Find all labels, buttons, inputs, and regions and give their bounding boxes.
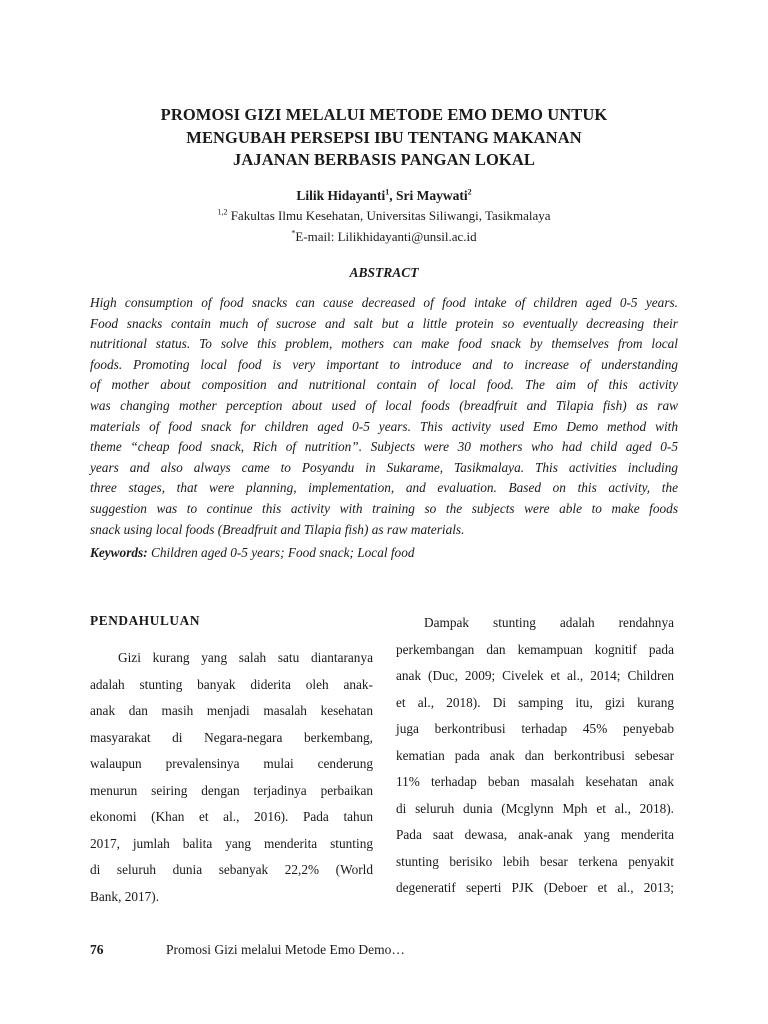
keywords (90, 543, 678, 563)
author-list (90, 187, 678, 205)
left-column (90, 613, 373, 910)
right-column-text (396, 610, 674, 902)
body-line: Pada saat dewasa, anak-anak yang menderita (396, 827, 674, 842)
body-line: 11% terhadap beban masalah kesehatan anak (396, 774, 674, 789)
abstract-heading: ABSTRACT (349, 265, 419, 280)
abstract-line: Food snacks contain much of sucrose and salt but a little protein so eventually decreasing their (90, 315, 678, 331)
email-line (90, 228, 678, 246)
abstract-line: foods. Promoting local food is very important to introduce and to increase of understanding (90, 356, 678, 372)
running-title: Promosi Gizi melalui Metode Emo Demo… (166, 942, 405, 957)
body-line: stunting berisiko lebih besar terkena penyakit (396, 853, 674, 869)
abstract-line: High consumption of food snacks can cause decreased of food intake of children aged 0-5 years. (90, 295, 678, 310)
body-line: Gizi kurang yang salah satu diantaranya (118, 650, 373, 665)
paper-title (90, 104, 678, 172)
body-line: 2017, jumlah balita yang menderita stunting (90, 835, 373, 851)
abstract-line: nutritional status. To solve this problem, mothers can make food snack by themselves from local (90, 336, 678, 352)
body-line: masyarakat di Negara-negara berkembang, (90, 729, 373, 745)
body-line: walaupun prevalensinya mulai cenderung (90, 756, 373, 771)
author-name: Lilik Hidayanti (296, 188, 386, 203)
body-line: adalah stunting banyak diderita oleh anak- (90, 676, 373, 692)
body-line: ekonomi (Khan et al., 2016). Pada tahun (90, 809, 373, 824)
abstract-line: theme “cheap food snack, Rich of nutrition”. Subjects were 30 mothers who had child aged 0-5 (90, 439, 678, 455)
body-line: anak dan masih menjadi masalah kesehatan (90, 703, 373, 718)
body-line: kematian pada anak dan berkontribusi sebesar (396, 747, 674, 763)
email-superscript: * (291, 228, 296, 238)
title-line: JAJANAN BERBASIS PANGAN LOKAL (233, 150, 535, 169)
affiliation-text: Fakultas Ilmu Kesehatan, Universitas Siliwangi, Tasikmalaya (227, 208, 551, 223)
title-line: MENGUBAH PERSEPSI IBU TENTANG MAKANAN (186, 127, 582, 147)
body-line: juga berkontribusi terhadap 45% penyebab (396, 721, 674, 736)
abstract-line: materials of food snack for children aged 0-5 years. This activity used Emo Demo method with (90, 418, 678, 434)
abstract-line: of mother about composition and nutritional contain of local food. The aim of this activity (90, 377, 678, 393)
body-line: di seluruh dunia sebanyak 22,2% (World (90, 862, 373, 877)
body-line: menurun seiring dengan terjadinya perbaikan (90, 782, 373, 798)
abstract-line: years and also always came to Posyandu in Sukarame, Tasikmalaya. This activities including (90, 459, 678, 475)
body-line: perkembangan dan kemampuan kognitif pada (396, 641, 674, 657)
abstract-line: snack using local foods (Breadfruit and Tilapia fish) as raw materials. (90, 521, 465, 537)
body-line: et al., 2018). Di samping itu, gizi kurang (396, 694, 674, 710)
author-superscript: 1 (385, 187, 390, 197)
page-number: 76 (90, 942, 104, 957)
affiliation-superscript: 1,2 (217, 207, 228, 217)
body-line: degeneratif seperti PJK (Deboer et al., 2013; (396, 880, 674, 895)
body-line: di seluruh dunia (Mcglynn Mph et al., 2018). (396, 800, 674, 816)
abstract-body (90, 293, 678, 540)
body-line: Bank, 2017). (90, 888, 160, 904)
abstract-line: was changing mother perception about used of local foods (breadfruit and Tilapia fish) as raw (90, 397, 678, 413)
abstract-line: suggestion was to continue this activity with training so the subjects were able to make foods (90, 500, 678, 516)
left-column-text (90, 645, 373, 910)
abstract-line: three stages, that were planning, implementation, and evaluation. Based on this activity, the (90, 480, 678, 496)
title-line: PROMOSI GIZI MELALUI METODE EMO DEMO UNTUK (160, 105, 608, 124)
keywords-label: Keywords: (90, 545, 148, 560)
keywords-text: Children aged 0-5 years; Food snack; Local food (147, 545, 415, 560)
email-text: E-mail: Lilikhidayanti@unsil.ac.id (295, 229, 477, 244)
author-superscript: 2 (467, 187, 472, 197)
body-line: anak (Duc, 2009; Civelek et al., 2014; Children (396, 668, 674, 683)
body-line: Dampak stunting adalah rendahnya (424, 615, 674, 630)
affiliation (90, 207, 678, 225)
section-heading: PENDAHULUAN (90, 613, 201, 628)
author-name: Sri Maywati (396, 188, 468, 203)
author-separator: , (389, 188, 397, 203)
